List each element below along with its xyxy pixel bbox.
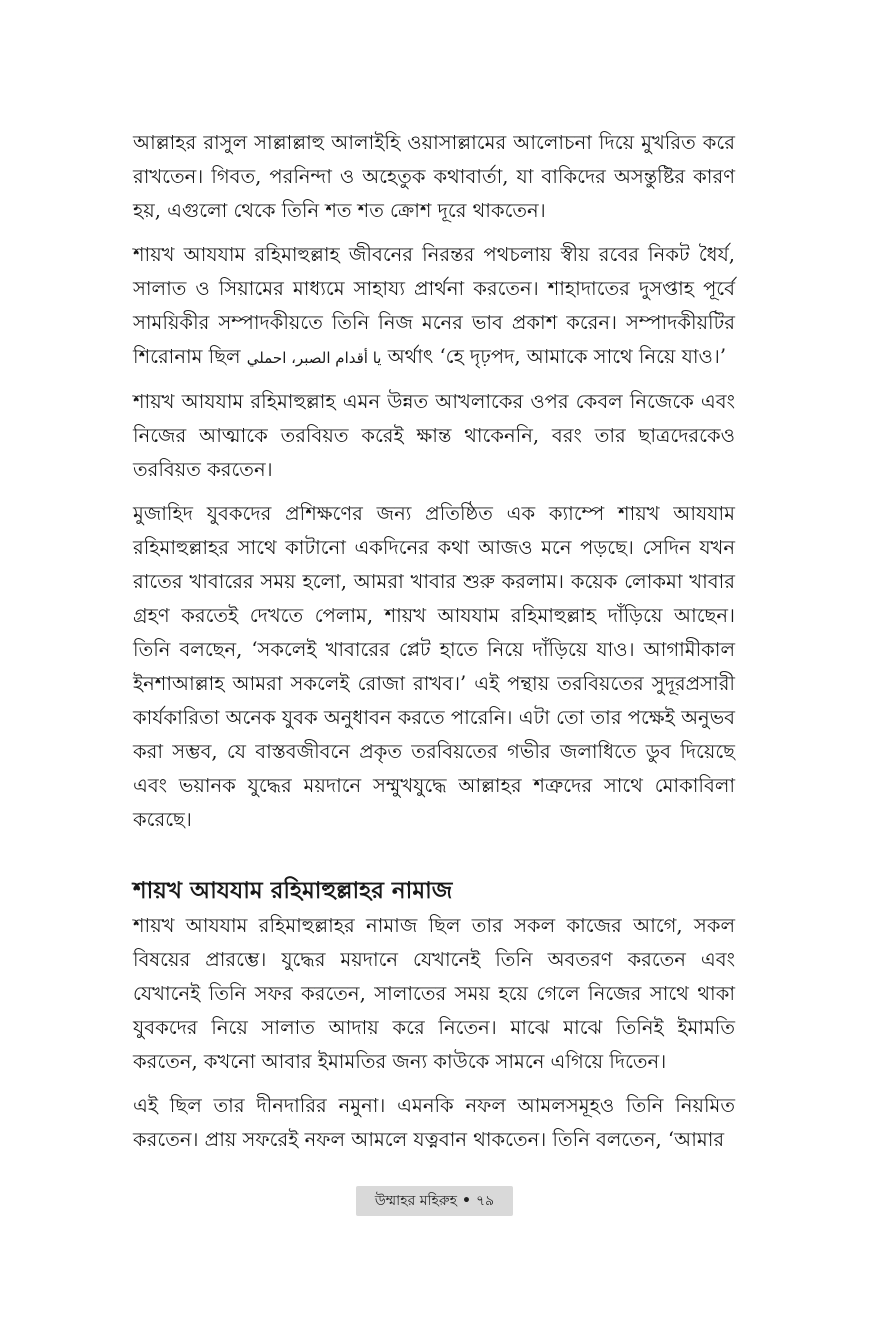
- page-body: [133, 126, 735, 1167]
- paragraph-3: শায়খ আযযাম রহিমাহুল্লাহ এমন উন্নত আখলাকের ওপর কেবল নিজেকে এবং নিজের আত্মাকে তরবিয়ত করেই ক্ষান্ত থাকেননি, বরং তার ছাত্রদেরকেও তরবিয়ত করতেন।: [133, 390, 735, 481]
- paragraph-6: এই ছিল তার দীনদারির নমুনা। এমনকি নফল আমলসমূহও তিনি নিয়মিত করতেন। প্রায় সফরেই নফল আমলে যত্নবান থাকতেন। তিনি বলতেন, ‘আমার: [133, 1094, 735, 1151]
- paragraph-2-text: শায়খ আযযাম রহিমাহুল্লাহ জীবনের নিরন্তর পথচলায় স্বীয় রবের নিকট ধৈর্য, সালাত ও সিয়ামের মাধ্যমে সাহায্য প্রার্থনা করতেন। শাহাদাতের দুসপ্তাহ পূর্বে সাময়িকীর সম্পাদকীয়তে তিনি নিজ মনের ভাব প্রকাশ করেন। সম্পাদকীয়টির শিরোনাম ছিল: [133, 243, 735, 368]
- paragraph-5: শায়খ আযযাম রহিমাহুল্লাহর নামাজ ছিল তার সকল কাজের আগে, সকল বিষয়ের প্রারম্ভে। যুদ্ধের ময়দানে যেখানেই তিনি অবতরণ করতেন এবং যেখানেই তিনি সফর করতেন, সালাতের সময় হয়ে গেলে নিজের সাথে থাকা যুবকদের নিয়ে সালাত আদায় করে নিতেন। মাঝে মাঝে তিনিই ইমামতি করতেন, কখনো আবার ইমামতির জন্য কাউকে সামনে এগিয়ে দিতেন।: [133, 914, 735, 1073]
- paragraph-2-translation: অর্থাৎ ‘হে দৃঢ়পদ, আমাকে সাথে নিয়ে যাও।’: [387, 345, 727, 368]
- page-footer: [356, 1186, 513, 1216]
- footer-separator: •: [461, 1193, 471, 1209]
- paragraph-2-editorial: [133, 238, 735, 375]
- paragraph-4: মুজাহিদ যুবকদের প্রশিক্ষণের জন্য প্রতিষ্ঠিত এক ক্যাম্পে শায়খ আযযাম রহিমাহুল্লাহর সাথে কাটানো একদিনের কথা আজও মনে পড়ছে। সেদিন যখন রাতের খাবারের সময় হলো, আমরা খাবার শুরু করলাম। কয়েক লোকমা খাবার গ্রহণ করতেই দেখতে পেলাম, শায়খ আযযাম রহিমাহুল্লাহ দাঁড়িয়ে আছেন। তিনি বলছেন, ‘সকলেই খাবারের প্লেট হাতে নিয়ে দাঁড়িয়ে যাও। আগামীকাল ইনশাআল্লাহ আমরা সকলেই রোজা রাখব।’ এই পন্থায় তরবিয়তের সুদূরপ্রসারী কার্যকারিতা অনেক যুবক অনুধাবন করতে পারেনি। এটা তো তার পক্ষেই অনুভব করা সম্ভব, যে বাস্তবজীবনে প্রকৃত তরবিয়তের গভীর জলাধিতে ডুব দিয়েছে এবং ভয়ানক যুদ্ধের ময়দানে সম্মুখযুদ্ধে আল্লাহর শত্রুদের সাথে মোকাবিলা করেছে।: [133, 502, 735, 831]
- arabic-title: يا أقدام الصبر، احملي: [246, 349, 382, 367]
- paragraph-1: আল্লাহর রাসুল সাল্লাল্লাহু আলাইহি ওয়াসাল্লামের আলোচনা দিয়ে মুখরিত করে রাখতেন। গিবত, পরনিন্দা ও অহেতুক কথাবার্তা, যা বাকিদের অসন্তুষ্টির কারণ হয়, এগুলো থেকে তিনি শত শত ক্রোশ দূরে থাকতেন।: [133, 131, 735, 222]
- section-heading: শায়খ আযযাম রহিমাহুল্লাহর নামাজ: [133, 878, 453, 904]
- footer-book-title: উম্মাহর মহিরুহ: [374, 1193, 457, 1209]
- footer-page-number: ৭৯: [475, 1193, 495, 1209]
